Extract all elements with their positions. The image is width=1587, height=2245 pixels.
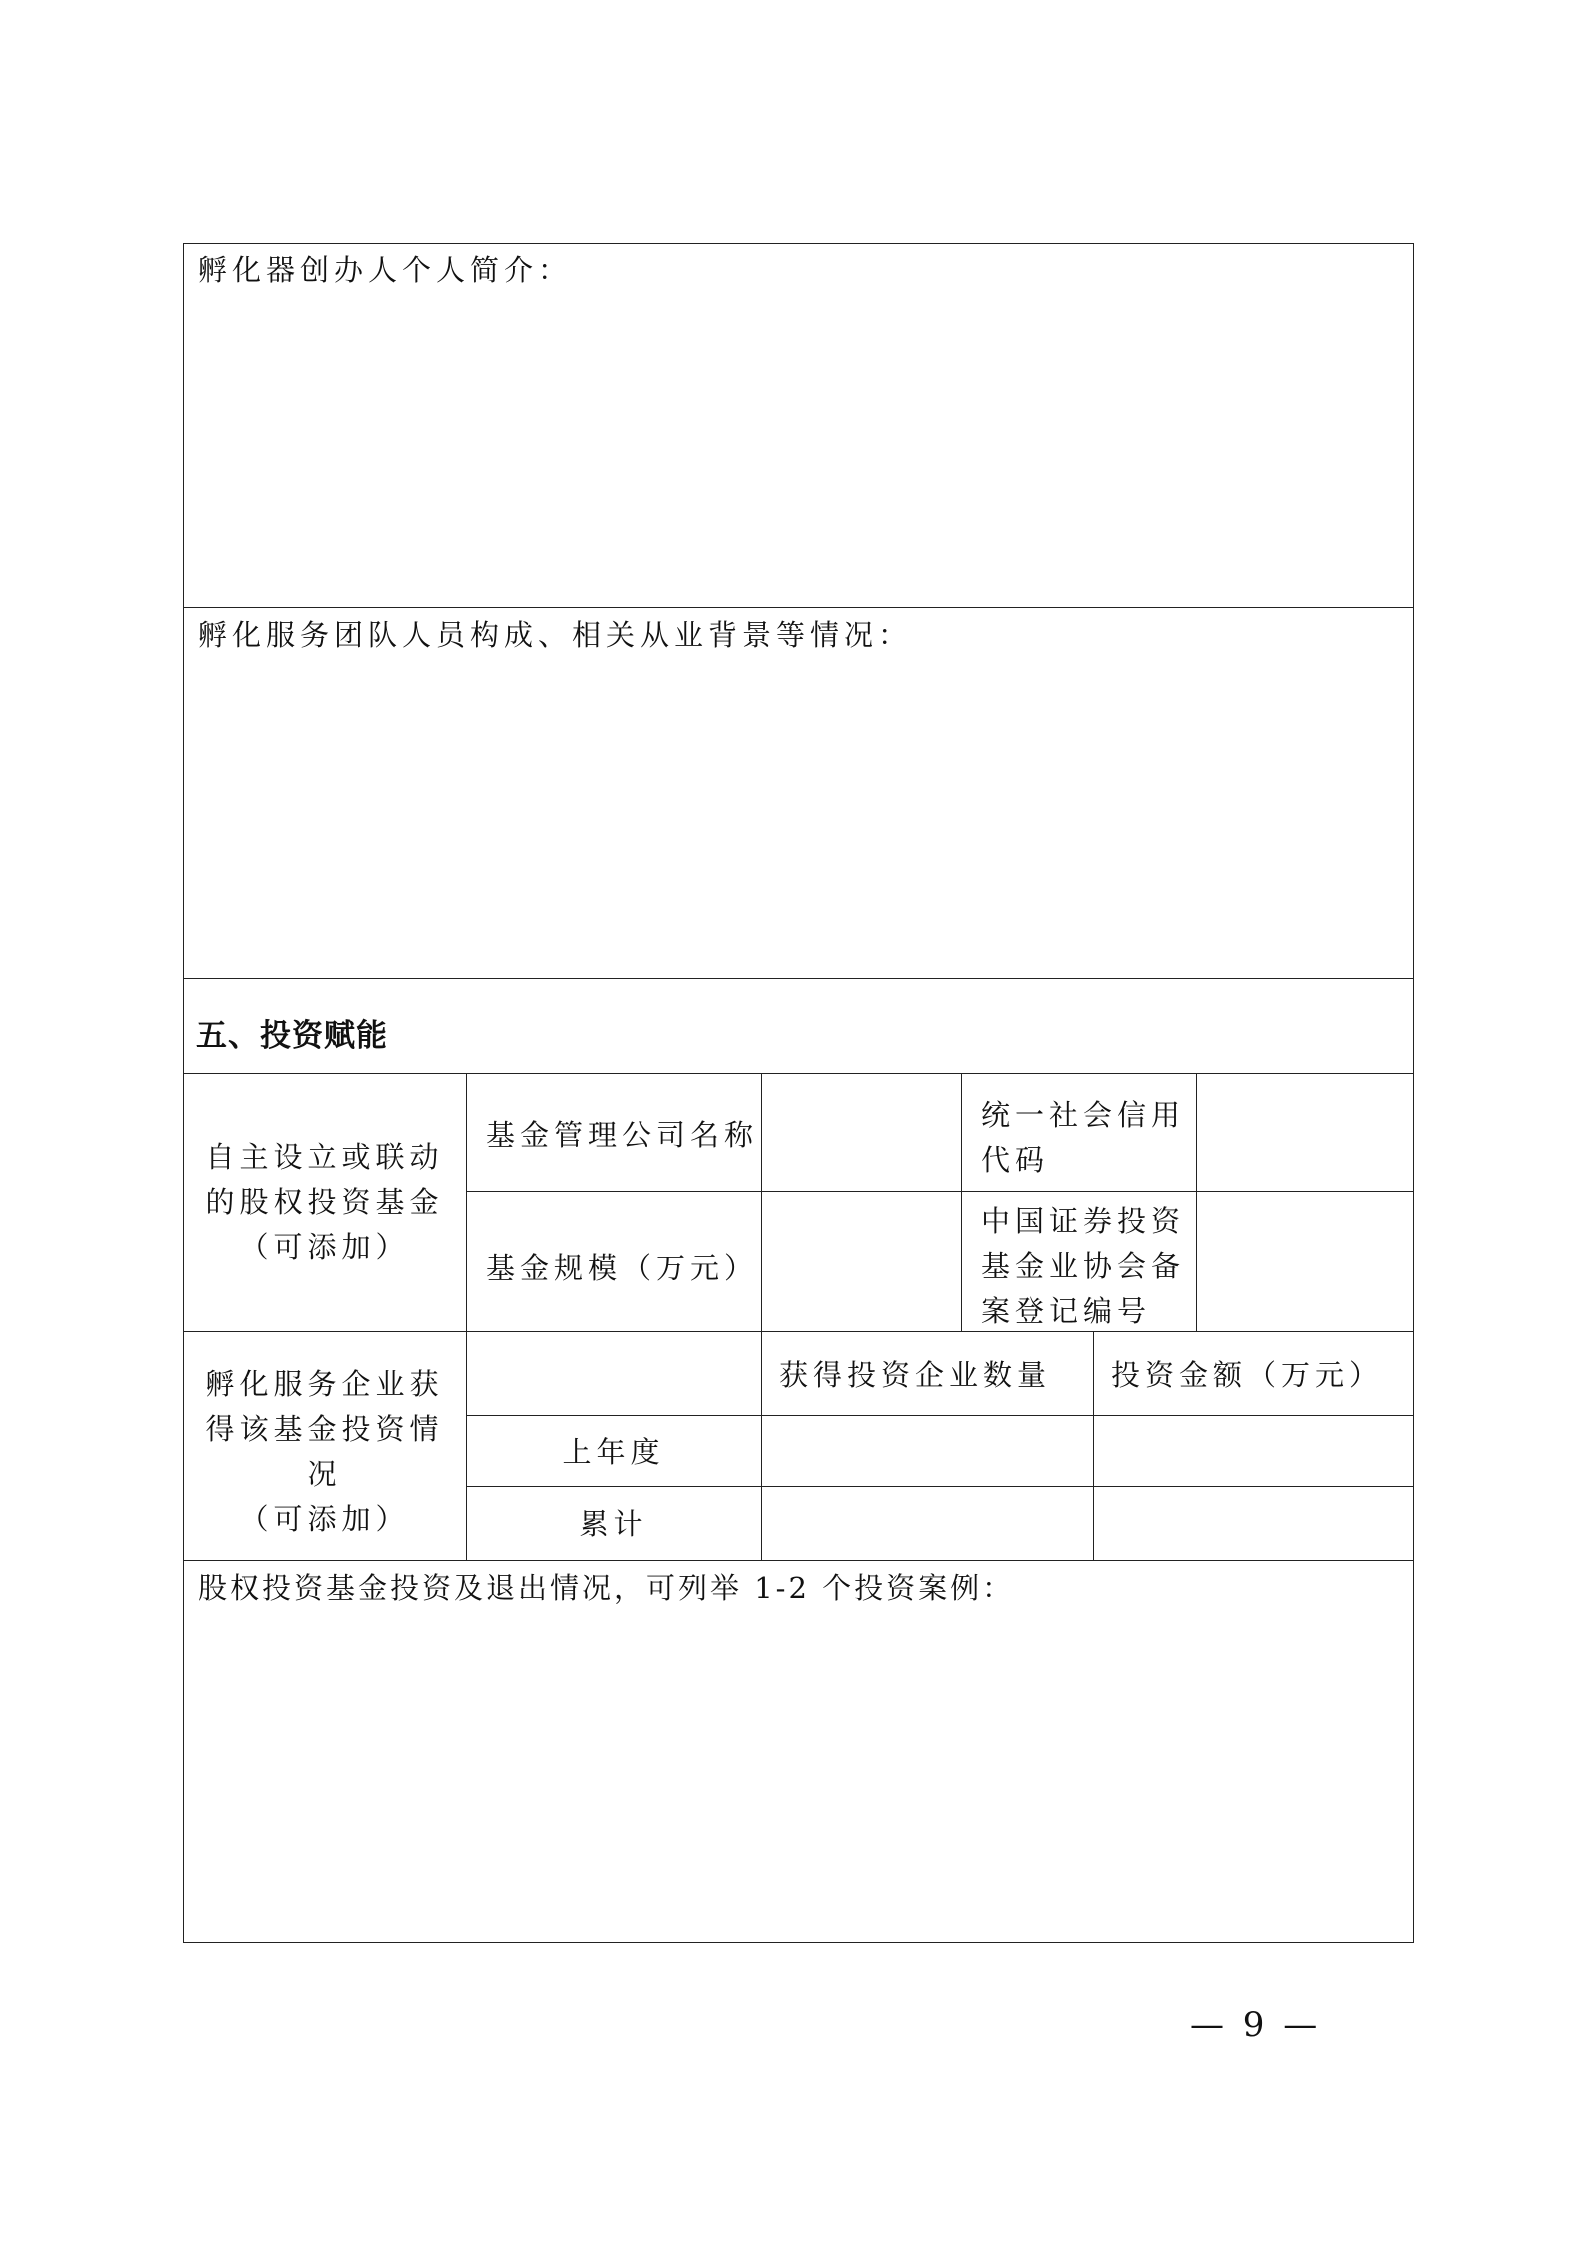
row-divider [183,1560,1414,1561]
fund-row-header-line: 的股权投资基金 [205,1185,444,1219]
row-divider [466,1191,1414,1192]
team-background-label: 孵化服务团队人员构成、相关从业背景等情况： [198,618,913,652]
row-divider [466,1486,1414,1487]
column-divider [961,1073,962,1331]
credit-code-label [981,1093,1185,1183]
column-divider [1093,1331,1094,1560]
registration-number-label-line: 基金业协会备 [981,1249,1186,1283]
fund-scale-label: 基金规模（万元） [486,1251,759,1285]
incubated-row-header-line: 得该基金投资情 [205,1412,444,1446]
page-number: — 9 — [1190,2005,1322,2045]
incubated-row-header [183,1362,466,1542]
row-divider [183,1331,1414,1332]
fund-row-header [183,1135,466,1270]
column-divider [466,1073,467,1331]
row-divider [466,1415,1414,1416]
row-divider [183,607,1414,608]
registration-number-label [981,1199,1185,1334]
registration-number-label-line: 中国证券投资 [981,1204,1186,1238]
registration-number-label-line: 案登记编号 [981,1294,1152,1328]
founder-bio-label: 孵化器创办人个人简介： [198,253,573,287]
fund-row-header-line: 自主设立或联动 [205,1140,444,1174]
investment-amount-header: 投资金额（万元） [1111,1358,1384,1392]
incubated-row-header-line: （可添加） [239,1502,410,1536]
column-divider [761,1073,762,1331]
credit-code-label-line: 代码 [981,1143,1050,1177]
credit-code-label-line: 统一社会信用 [981,1098,1186,1132]
exit-cases-label: 股权投资基金投资及退出情况，可列举 1-2 个投资案例： [198,1571,1015,1605]
row-label-cumulative: 累计 [579,1507,648,1541]
row-label-last-year: 上年度 [562,1435,665,1469]
column-divider [761,1331,762,1560]
fund-row-header-line: （可添加） [239,1230,410,1264]
row-divider [183,978,1414,979]
incubated-row-header-line: 孵化服务企业获 [205,1367,444,1401]
row-divider [183,1073,1414,1074]
column-divider [1196,1073,1197,1331]
section-title-investment: 五、投资赋能 [196,1018,388,1054]
incubated-row-header-line: 况 [307,1457,342,1491]
application-form-table [183,243,1414,1943]
fund-manager-name-label: 基金管理公司名称 [486,1118,759,1152]
invested-company-count-header: 获得投资企业数量 [779,1358,1052,1392]
